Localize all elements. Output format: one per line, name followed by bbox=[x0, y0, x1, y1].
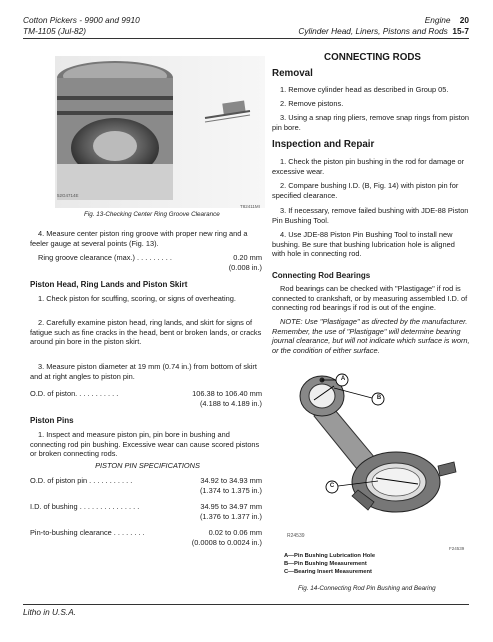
header-section: Engine bbox=[424, 15, 451, 25]
fig13-photo bbox=[55, 56, 265, 208]
step-check-scuffing: 1. Check piston for scuffing, scoring, or signs of overheating. bbox=[38, 294, 236, 303]
step-examine-head: 2. Carefully examine piston head, ring lands, and skirt for signs of fatigue such as fine cracks in the head, bent or broken lands, or cracks around pin bore in the piston skirt. bbox=[30, 318, 262, 347]
spec-row-mm: 34.92 to 34.93 mm bbox=[200, 476, 262, 485]
legend-item: C—Bearing Insert Measurement bbox=[284, 569, 372, 575]
heading-inspection: Inspection and Repair bbox=[272, 139, 375, 150]
callout-c: C bbox=[329, 483, 335, 489]
heading-piston-head: Piston Head, Ring Lands and Piston Skirt bbox=[30, 280, 188, 289]
step-remove-pistons: 2. Remove pistons. bbox=[280, 99, 344, 108]
header-right-line2 bbox=[298, 26, 469, 36]
header-left-line1: Cotton Pickers - 9900 and 9910 bbox=[23, 15, 140, 25]
step-compare-bushing: 2. Compare bushing I.D. (B, Fig. 14) with piston pin for specified clearance. bbox=[272, 181, 459, 200]
header-group-number: 20 bbox=[459, 15, 469, 25]
header-right-line1 bbox=[425, 15, 469, 25]
spec-row-mm: 0.02 to 0.06 mm bbox=[208, 528, 262, 537]
ring-groove-label: Ring groove clearance (max.) . . . . . . . . . bbox=[38, 253, 172, 262]
step-inspect-pins: 1. Inspect and measure piston pin, pin bore in bushing and connecting rod pin bushing. Excessive wear can cause scored pistons or broken connecting rods. bbox=[30, 430, 260, 459]
header-page-number: 15-7 bbox=[452, 26, 469, 36]
callout-b: B bbox=[376, 395, 382, 401]
fig13-photo-id: 52G4714E bbox=[57, 193, 79, 198]
footer-rule bbox=[23, 604, 469, 605]
spec-row-label: Pin-to-bushing clearance . . . . . . . . bbox=[30, 528, 145, 537]
fig14-legend bbox=[284, 552, 375, 576]
step-remove-bushing: 3. If necessary, remove failed bushing with JDE-88 Piston Pin Bushing Tool. bbox=[272, 206, 469, 225]
header-subsection: Cylinder Head, Liners, Pistons and Rods bbox=[298, 26, 448, 36]
step-remove-snap-rings: 3. Using a snap ring pliers, remove snap rings from piston pin bore. bbox=[272, 113, 469, 132]
step-measure-diameter: 3. Measure piston diameter at 19 mm (0.74 in.) from bottom of skirt and at right angles to piston pin. bbox=[30, 362, 257, 381]
header-left-line2: TM-1105 (Jul-82) bbox=[23, 26, 87, 36]
legend-item: A—Pin Bushing Lubrication Hole bbox=[284, 553, 376, 559]
step-measure-ring-groove: 4. Measure center piston ring groove with proper new ring and a feeler gauge at several points (Fig. 13). bbox=[30, 229, 248, 248]
fig13-code: T82411MI bbox=[240, 204, 260, 209]
spec-row-label: O.D. of piston pin . . . . . . . . . . . bbox=[30, 476, 133, 485]
bearings-paragraph: Rod bearings can be checked with "Plastigage" if rod is connected to crankshaft, or by measuring assembled I.D. of connecting rod bearings if rod is out of the engine. bbox=[272, 284, 468, 313]
fig14-photo-code: R24539 bbox=[287, 533, 305, 539]
footer-litho: Litho in U.S.A. bbox=[23, 607, 77, 617]
spec-row-mm: 34.95 to 34.97 mm bbox=[200, 502, 262, 511]
od-piston-in: (4.188 to 4.189 in.) bbox=[199, 399, 262, 408]
fig14-code: F24539 bbox=[449, 546, 465, 551]
spec-row-in: (1.376 to 1.377 in.) bbox=[199, 512, 262, 521]
heading-removal: Removal bbox=[272, 68, 313, 79]
fig14-illustration bbox=[278, 366, 470, 516]
legend-item: B—Pin Bushing Measurement bbox=[284, 561, 367, 567]
ring-groove-mm: 0.20 mm bbox=[233, 253, 262, 262]
callout-a: A bbox=[340, 376, 346, 382]
od-piston-mm: 106.38 to 106.40 mm bbox=[192, 389, 262, 398]
step-check-bushing: 1. Check the piston pin bushing in the rod for damage or excessive wear. bbox=[272, 157, 465, 176]
header-rule bbox=[23, 38, 469, 39]
spec-row-in: (1.374 to 1.375 in.) bbox=[199, 486, 262, 495]
od-piston-label: O.D. of piston. . . . . . . . . . . bbox=[30, 389, 119, 398]
fig13-caption: Fig. 13-Checking Center Ring Groove Clearance bbox=[84, 211, 220, 218]
spec-row-in: (0.0008 to 0.0024 in.) bbox=[191, 538, 262, 547]
plastigage-note: NOTE: Use "Plastigage" as directed by the manufacturer. Remember, the use of "Plastigage" will determine bearing journal clearance, but will not indicate which surface is worn, or the condition of either surface. bbox=[272, 317, 470, 355]
fig14-caption: Fig. 14-Connecting Rod Pin Bushing and Bearing bbox=[298, 585, 436, 592]
section-title: CONNECTING RODS bbox=[324, 52, 421, 63]
step-install-bushing: 4. Use JDE-88 Piston Pin Bushing Tool to install new bushing. Be sure that bushing lubrication hole is aligned with hole in connecting rod. bbox=[272, 230, 455, 259]
heading-rod-bearings: Connecting Rod Bearings bbox=[272, 271, 371, 280]
step-remove-head: 1. Remove cylinder head as described in Group 05. bbox=[280, 85, 449, 94]
spec-row-label: I.D. of bushing . . . . . . . . . . . . . . . bbox=[30, 502, 140, 511]
ring-groove-in: (0.008 in.) bbox=[228, 263, 262, 272]
spec-table-title: PISTON PIN SPECIFICATIONS bbox=[95, 461, 200, 470]
heading-piston-pins: Piston Pins bbox=[30, 416, 74, 425]
